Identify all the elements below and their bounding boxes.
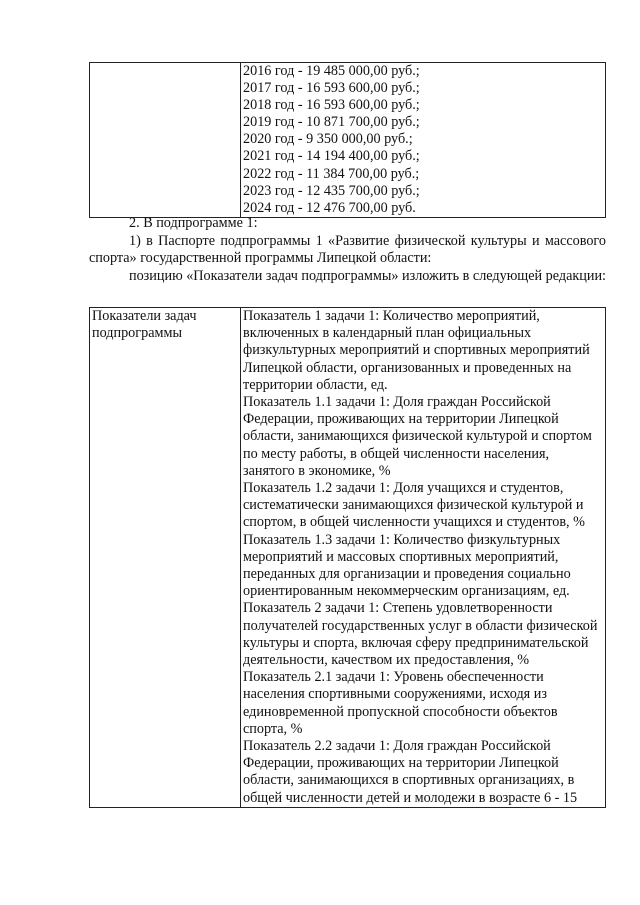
funding-year-line: 2020 год - 9 350 000,00 руб.;: [243, 131, 413, 148]
indicators-label-cell: Показатели задач подпрограммы: [90, 308, 241, 808]
funding-year-line: 2017 год - 16 593 600,00 руб.;: [243, 80, 420, 97]
funding-year-line: 2024 год - 12 476 700,00 руб.: [243, 199, 416, 216]
indicator-item: Показатель 2.1 задачи 1: Уровень обеспеченности населения спортивными сооружениями, исходя из единовременной пропускной способности объектов спорта, %: [243, 669, 558, 737]
funding-year-line: 2023 год - 12 435 700,00 руб.;: [243, 182, 420, 199]
indicator-item: Показатель 1.1 задачи 1: Доля граждан Российской Федерации, проживающих на территории Липецкой области, занимающихся физической культурой и спортом по месту работы, в общей численности населения, занятого в экономике, %: [243, 394, 592, 479]
indicator-item: Показатель 1 задачи 1: Количество мероприятий, включенных в календарный план официальных физкультурных мероприятий и спортивных мероприятий Липецкой области, организованных и проведенных на территории области, ед.: [243, 308, 590, 393]
funding-year-line: 2022 год - 11 384 700,00 руб.;: [243, 165, 420, 182]
paragraph-position-amendment: позицию «Показатели задач подпрограммы» изложить в следующей редакции:: [129, 268, 606, 284]
indicator-item: Показатель 1.3 задачи 1: Количество физкультурных мероприятий и массовых спортивных мероприятий, переданных для организации и проведения социально ориентированным некоммерческим организациям, ед.: [243, 531, 571, 600]
funding-year-line: 2016 год - 19 485 000,00 руб.;: [243, 63, 420, 79]
indicators-values-cell: [241, 308, 606, 808]
indicator-item: Показатель 2 задачи 1: Степень удовлетворенности получателей государственных услуг в области физической культуры и спорта, включая сферу предпринимательской деятельности, качеством их предоставления, %: [243, 600, 598, 669]
paragraph-passport-amendment: 1) в Паспорте подпрограммы 1 «Развитие физической культуры и массового спорта» государственной программы Липецкой области:: [89, 233, 606, 267]
funding-year-line: 2019 год - 10 871 700,00 руб.;: [243, 114, 420, 131]
indicator-item: Показатель 1.2 задачи 1: Доля учащихся и студентов, систематически занимающихся физической культурой и спортом, в общей численности учащихся и студентов, %: [243, 480, 585, 531]
paragraph-subprogram-heading: 2. В подпрограмме 1:: [129, 215, 258, 231]
funding-table-row: [90, 63, 606, 218]
indicators-table: [89, 307, 606, 808]
funding-table-label-cell: [90, 63, 241, 218]
indicators-table-row: [90, 308, 606, 808]
indicator-item: Показатель 2.2 задачи 1: Доля граждан Российской Федерации, проживающих на территории Липецкой области, занимающихся в спортивных организациях, в общей численности детей и молодежи в возрасте 6 - 15: [243, 738, 578, 806]
funding-table-values-cell: [241, 63, 606, 218]
funding-year-line: 2021 год - 14 194 400,00 руб.;: [243, 148, 420, 165]
funding-table: [89, 62, 606, 218]
funding-year-line: 2018 год - 16 593 600,00 руб.;: [243, 97, 420, 114]
